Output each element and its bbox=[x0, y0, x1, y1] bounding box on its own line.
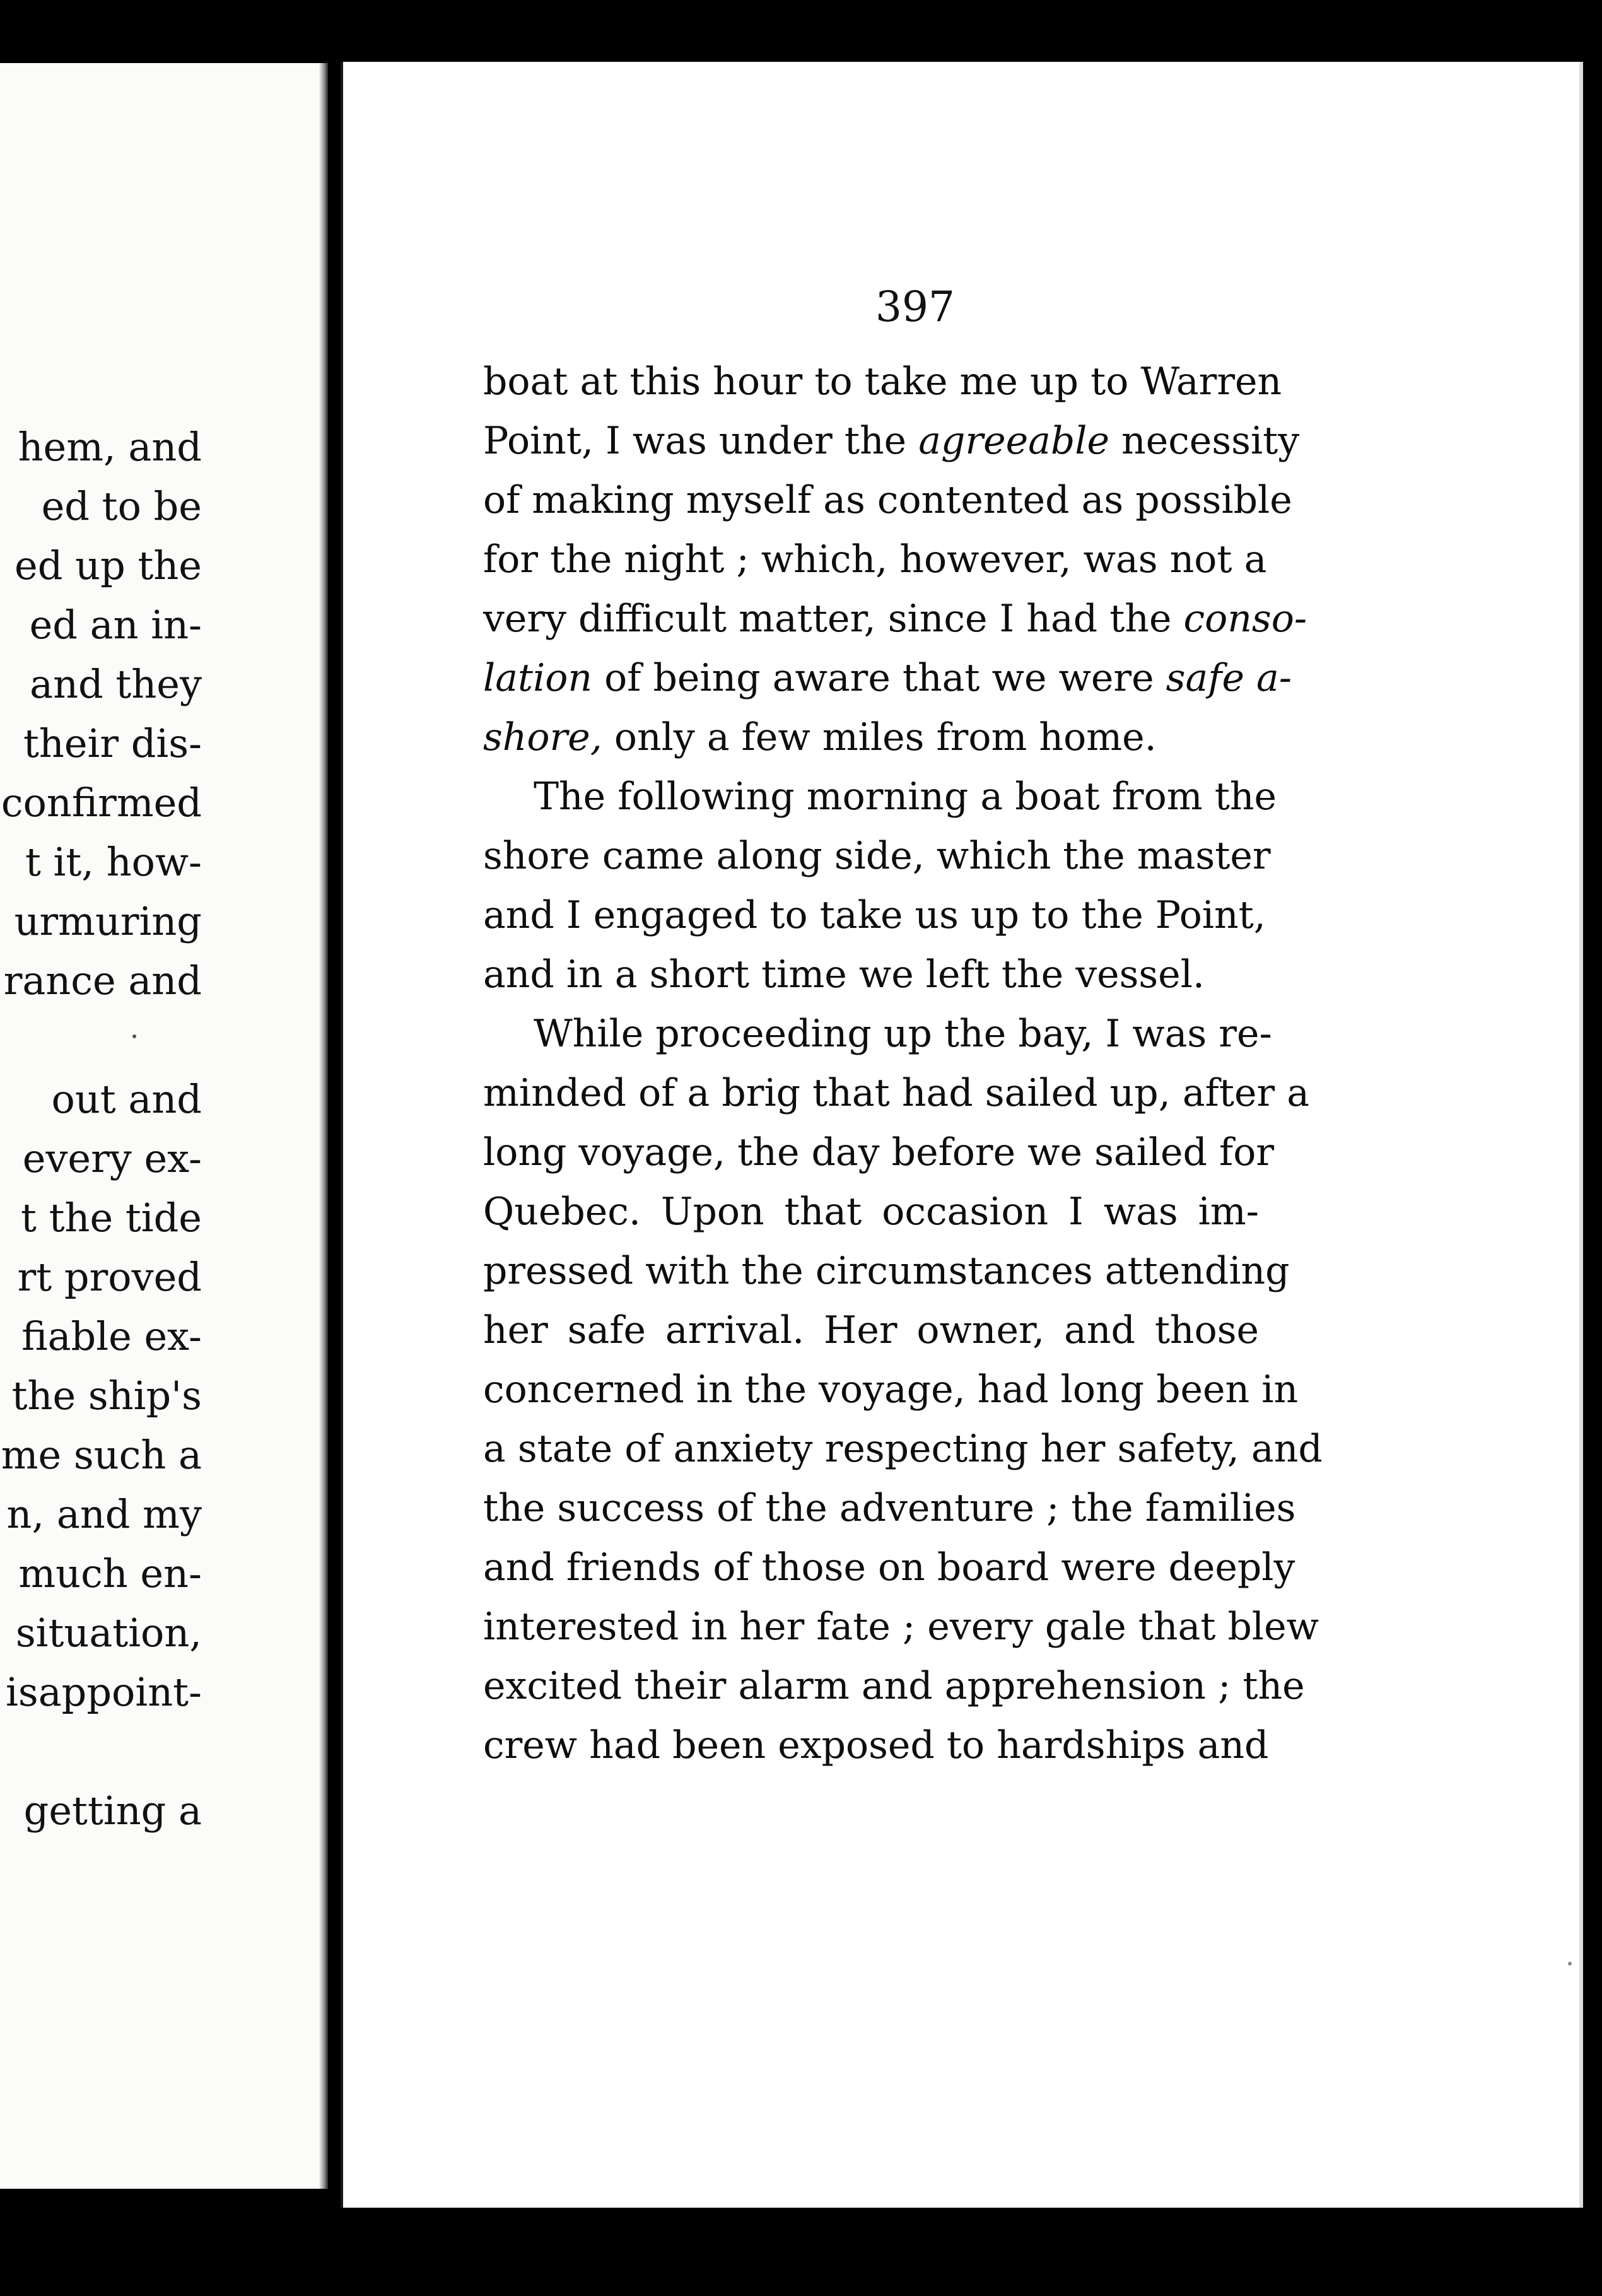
page-number: 397 bbox=[875, 283, 955, 331]
left-page-line: ed an in- bbox=[29, 602, 202, 648]
text-line bbox=[483, 1123, 1275, 1182]
text-run: of making myself as contented as possible bbox=[483, 478, 1292, 522]
text-line bbox=[483, 1419, 1323, 1479]
text-run: necessity bbox=[1109, 419, 1300, 463]
italic-text: conso- bbox=[1183, 597, 1307, 641]
left-page-line: n, and my bbox=[6, 1491, 202, 1537]
text-run: her safe arrival. Her owner, and those bbox=[483, 1308, 1259, 1352]
page-edge bbox=[1579, 62, 1583, 2208]
text-run: and friends of those on board were deeply bbox=[483, 1545, 1295, 1590]
left-page-line: their dis- bbox=[23, 720, 202, 766]
text-run: of being aware that we were bbox=[592, 656, 1166, 700]
left-page-line: situation, bbox=[15, 1610, 202, 1656]
text-line bbox=[483, 1182, 1259, 1241]
left-page-line: confirmed bbox=[1, 780, 202, 826]
text-run: crew had been exposed to hardships and bbox=[483, 1723, 1269, 1767]
text-line bbox=[483, 648, 1292, 708]
text-run: pressed with the circumstances attending bbox=[483, 1249, 1290, 1293]
text-run: While proceeding up the bay, I was re- bbox=[534, 1012, 1272, 1056]
text-run: The following morning a boat from the bbox=[534, 775, 1277, 819]
left-page-line: t it, how- bbox=[25, 839, 202, 885]
text-line bbox=[483, 945, 1259, 1004]
text-run: and I engaged to take us up to the Point, bbox=[483, 893, 1266, 937]
left-page-line: me such a bbox=[1, 1432, 202, 1478]
text-run: shore came along side, which the master bbox=[483, 834, 1271, 878]
text-line bbox=[483, 1538, 1295, 1597]
text-run: interested in her fate ; every gale that blew bbox=[483, 1605, 1319, 1649]
italic-text: lation bbox=[483, 656, 593, 700]
page-gutter bbox=[319, 63, 328, 2189]
body-text bbox=[483, 352, 1323, 1775]
text-line bbox=[483, 1241, 1290, 1301]
text-line bbox=[483, 471, 1292, 530]
text-run: very difficult matter, since I had the bbox=[483, 597, 1184, 641]
text-line bbox=[483, 352, 1282, 411]
italic-text: agreeable bbox=[918, 419, 1109, 463]
text-run: concerned in the voyage, had long been in bbox=[483, 1368, 1299, 1412]
paper-speck bbox=[132, 1034, 136, 1038]
left-page-line: urmuring bbox=[14, 898, 202, 944]
text-line bbox=[483, 886, 1266, 945]
left-page-line: rance and bbox=[3, 958, 202, 1004]
text-line bbox=[483, 826, 1271, 886]
left-page-line: t the tide bbox=[21, 1195, 202, 1241]
text-line bbox=[483, 1301, 1259, 1360]
text-run: minded of a brig that had sailed up, after a bbox=[483, 1071, 1309, 1115]
text-run: only a few miles from home. bbox=[602, 715, 1157, 759]
left-page-line: the ship's bbox=[11, 1373, 202, 1419]
text-run: Point, I was under the bbox=[483, 419, 919, 463]
left-page-line: and they bbox=[30, 661, 202, 707]
left-page-line: isappoint- bbox=[6, 1669, 202, 1715]
left-page-line: out and bbox=[51, 1076, 202, 1122]
text-run: boat at this hour to take me up to Warren bbox=[483, 360, 1282, 404]
italic-text: shore, bbox=[483, 715, 602, 759]
left-page-line: ed to be bbox=[41, 483, 202, 529]
left-page-line: rt proved bbox=[17, 1254, 202, 1300]
left-page-line: hem, and bbox=[18, 424, 202, 470]
text-line bbox=[483, 589, 1307, 648]
italic-text: safe a- bbox=[1166, 656, 1292, 700]
text-line bbox=[483, 530, 1267, 589]
text-line bbox=[483, 1597, 1319, 1656]
left-page-line: every ex- bbox=[22, 1135, 202, 1181]
text-line bbox=[483, 1656, 1305, 1716]
right-page bbox=[341, 62, 1583, 2208]
left-page-line: fiable ex- bbox=[21, 1313, 202, 1359]
left-page-line: ed up the bbox=[15, 542, 202, 589]
text-line bbox=[483, 411, 1300, 471]
text-line bbox=[483, 1063, 1309, 1123]
text-line bbox=[483, 708, 1259, 767]
left-page bbox=[0, 63, 328, 2189]
text-run: and in a short time we left the vessel. bbox=[483, 952, 1205, 997]
text-run: long voyage, the day before we sailed for bbox=[483, 1130, 1275, 1174]
text-run: the success of the adventure ; the families bbox=[483, 1486, 1296, 1530]
left-page-text bbox=[0, 63, 202, 2189]
text-line bbox=[483, 1716, 1269, 1775]
text-run: excited their alarm and apprehension ; the bbox=[483, 1664, 1305, 1708]
text-run: for the night ; which, however, was not a bbox=[483, 537, 1267, 582]
left-page-line: getting a bbox=[23, 1788, 202, 1834]
left-page-line: much en- bbox=[18, 1550, 202, 1596]
text-line bbox=[483, 1479, 1296, 1538]
scan-speck bbox=[1568, 1962, 1572, 1965]
text-line bbox=[483, 767, 1277, 826]
text-line bbox=[483, 1004, 1272, 1063]
text-run: Quebec. Upon that occasion I was im- bbox=[483, 1190, 1259, 1234]
text-run: a state of anxiety respecting her safety, and bbox=[483, 1427, 1323, 1471]
text-line bbox=[483, 1360, 1299, 1419]
